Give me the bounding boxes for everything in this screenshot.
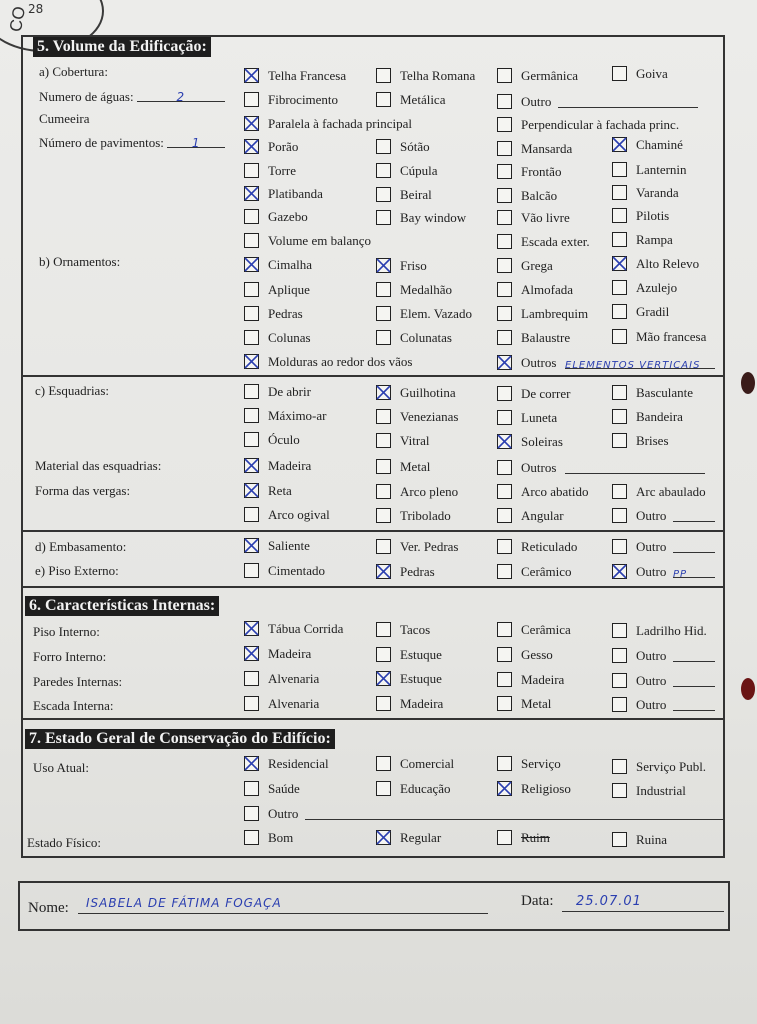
option-label: Alto Relevo bbox=[636, 256, 700, 271]
checkbox-checked[interactable] bbox=[244, 139, 259, 154]
label-piso-interno: Piso Interno: bbox=[33, 624, 100, 639]
checkbox[interactable] bbox=[244, 830, 259, 845]
binder-hole-top bbox=[741, 372, 755, 394]
checkbox[interactable] bbox=[244, 306, 259, 321]
label-esquadrias: c) Esquadrias: bbox=[35, 383, 110, 398]
option-label: Balaustre bbox=[521, 330, 571, 345]
option-label: Estuque bbox=[400, 647, 442, 662]
option-label: Lanternin bbox=[636, 162, 687, 177]
option-label: Arco ogival bbox=[268, 507, 330, 522]
option-label: Pedras bbox=[268, 306, 303, 321]
checkbox[interactable] bbox=[612, 208, 627, 223]
checkbox[interactable] bbox=[497, 830, 512, 845]
option-fill-line[interactable] bbox=[565, 461, 705, 474]
option-label: Industrial bbox=[636, 783, 686, 798]
divider-piso-externo bbox=[21, 586, 725, 588]
option-label: Gradil bbox=[636, 304, 670, 319]
stamp-scribble: 28 bbox=[28, 2, 44, 16]
option-label: Cimalha bbox=[268, 257, 313, 272]
option-label: Outro bbox=[636, 539, 667, 554]
numero-aguas-field[interactable] bbox=[137, 89, 225, 102]
option-label: Tribolado bbox=[400, 508, 451, 523]
numero-aguas-value: 2 bbox=[176, 90, 186, 104]
option-label: Azulejo bbox=[636, 280, 678, 295]
checkbox[interactable] bbox=[612, 185, 627, 200]
checkbox[interactable] bbox=[376, 330, 391, 345]
option-label: De correr bbox=[521, 386, 571, 401]
option-label: Pilotis bbox=[636, 208, 670, 223]
checkbox[interactable] bbox=[612, 759, 627, 774]
checkbox-checked[interactable] bbox=[244, 458, 259, 473]
label-embasamento: d) Embasamento: bbox=[35, 539, 127, 554]
option-label: Varanda bbox=[636, 185, 679, 200]
option-label: Cúpula bbox=[400, 163, 438, 178]
option-label: Telha Francesa bbox=[268, 68, 347, 83]
divider-esquadrias bbox=[21, 530, 725, 532]
checkbox[interactable] bbox=[497, 94, 512, 109]
option-handwritten-value: PP bbox=[673, 569, 688, 580]
option-label: Molduras ao redor dos vãos bbox=[268, 354, 413, 369]
checkbox[interactable] bbox=[244, 432, 259, 447]
checkbox-checked[interactable] bbox=[244, 116, 259, 131]
checkbox-checked[interactable] bbox=[497, 355, 512, 370]
option-label: Almofada bbox=[521, 282, 573, 297]
option-label: Ver. Pedras bbox=[400, 539, 459, 554]
checkbox[interactable] bbox=[376, 433, 391, 448]
option-label: Máximo-ar bbox=[268, 408, 327, 423]
binder-hole-bottom bbox=[741, 678, 755, 700]
checkbox[interactable] bbox=[244, 781, 259, 796]
checkbox[interactable] bbox=[244, 671, 259, 686]
checkbox[interactable] bbox=[497, 330, 512, 345]
label-numero-pavimentos bbox=[39, 135, 225, 151]
checkbox-checked[interactable] bbox=[244, 68, 259, 83]
option-fill-line[interactable] bbox=[565, 356, 715, 369]
option-label: Outro bbox=[636, 648, 667, 663]
option-label: Cerâmica bbox=[521, 622, 571, 637]
option-label: Bandeira bbox=[636, 409, 683, 424]
option-label: Arco pleno bbox=[400, 484, 459, 499]
checkbox[interactable] bbox=[244, 163, 259, 178]
checkbox[interactable] bbox=[497, 306, 512, 321]
option-label: Saúde bbox=[268, 781, 300, 796]
label-cobertura: a) Cobertura: bbox=[39, 64, 108, 79]
option-label: Madeira bbox=[400, 696, 444, 711]
checkbox[interactable] bbox=[376, 756, 391, 771]
option-label: Outro bbox=[636, 508, 667, 523]
checkbox[interactable] bbox=[497, 141, 512, 156]
option-label: Ruina bbox=[636, 832, 668, 847]
checkbox[interactable] bbox=[497, 68, 512, 83]
checkbox[interactable] bbox=[244, 384, 259, 399]
option-label: Outro bbox=[636, 697, 667, 712]
checkbox[interactable] bbox=[376, 282, 391, 297]
option-label: Aplique bbox=[268, 282, 310, 297]
label-paredes-internas: Paredes Internas: bbox=[33, 674, 123, 689]
checkbox[interactable] bbox=[497, 210, 512, 225]
option-label: Vão livre bbox=[521, 210, 570, 225]
checkbox[interactable] bbox=[497, 188, 512, 203]
checkbox[interactable] bbox=[612, 648, 627, 663]
option-label: Serviço Publ. bbox=[636, 759, 707, 774]
checkbox[interactable] bbox=[244, 696, 259, 711]
checkbox[interactable] bbox=[497, 258, 512, 273]
checkbox-checked[interactable] bbox=[244, 483, 259, 498]
checkbox[interactable] bbox=[244, 507, 259, 522]
checkbox-checked[interactable] bbox=[497, 434, 512, 449]
checkbox[interactable] bbox=[376, 210, 391, 225]
option-label: Gazebo bbox=[268, 209, 308, 224]
section-internas-title: 6. Características Internas: bbox=[25, 596, 219, 616]
option-label: Beiral bbox=[400, 187, 432, 202]
option-label: Alvenaria bbox=[268, 671, 320, 686]
option-handwritten-value: ELEMENTOS VERTICAIS bbox=[565, 360, 701, 371]
checkbox[interactable] bbox=[612, 433, 627, 448]
label-numero-aguas bbox=[39, 89, 225, 105]
checkbox[interactable] bbox=[612, 484, 627, 499]
option-label: Outros bbox=[521, 460, 557, 475]
option-label: Educação bbox=[400, 781, 451, 796]
option-label: Metal bbox=[400, 459, 431, 474]
checkbox[interactable] bbox=[497, 622, 512, 637]
checkbox[interactable] bbox=[497, 539, 512, 554]
checkbox-checked[interactable] bbox=[497, 781, 512, 796]
checkbox[interactable] bbox=[497, 117, 512, 132]
checkbox[interactable] bbox=[244, 209, 259, 224]
option-label: Outro bbox=[636, 673, 667, 688]
option-label: Colunatas bbox=[400, 330, 452, 345]
checkbox[interactable] bbox=[612, 832, 627, 847]
checkbox-checked[interactable] bbox=[612, 137, 627, 152]
checkbox[interactable] bbox=[497, 756, 512, 771]
option-label: Lambrequim bbox=[521, 306, 589, 321]
checkbox[interactable] bbox=[376, 306, 391, 321]
checkbox-checked[interactable] bbox=[376, 671, 391, 686]
option-label: Brises bbox=[636, 433, 669, 448]
numero-pavimentos-value: 1 bbox=[191, 136, 201, 150]
label-estado-fisico: Estado Físico: bbox=[27, 835, 102, 850]
label-nome: Nome: bbox=[28, 900, 69, 916]
option-label: Madeira bbox=[521, 672, 565, 687]
checkbox-checked[interactable] bbox=[244, 257, 259, 272]
checkbox[interactable] bbox=[497, 672, 512, 687]
option-label: Ladrilho Hid. bbox=[636, 623, 707, 638]
checkbox[interactable] bbox=[376, 484, 391, 499]
option-label: Mão francesa bbox=[636, 329, 707, 344]
checkbox[interactable] bbox=[497, 386, 512, 401]
label-piso-externo: e) Piso Externo: bbox=[35, 563, 119, 578]
option-label: Outros bbox=[521, 355, 557, 370]
option-label: Torre bbox=[268, 163, 296, 178]
option-label: Metálica bbox=[400, 92, 446, 107]
option-label: Óculo bbox=[268, 432, 300, 447]
label-uso-atual: Uso Atual: bbox=[33, 760, 89, 775]
option-label: Germânica bbox=[521, 68, 579, 83]
checkbox[interactable] bbox=[612, 66, 627, 81]
checkbox[interactable] bbox=[497, 696, 512, 711]
checkbox[interactable] bbox=[497, 410, 512, 425]
option-label: Mansarda bbox=[521, 141, 573, 156]
option-label: Rampa bbox=[636, 232, 673, 247]
option-label: De abrir bbox=[268, 384, 311, 399]
option-label: Fibrocimento bbox=[268, 92, 339, 107]
checkbox[interactable] bbox=[612, 697, 627, 712]
option-label: Comercial bbox=[400, 756, 455, 771]
checkbox[interactable] bbox=[612, 673, 627, 688]
divider-ornamentos bbox=[21, 375, 725, 377]
option-label: Paralela à fachada principal bbox=[268, 116, 412, 131]
checkbox[interactable] bbox=[376, 139, 391, 154]
label-cumeeira: Cumeeira bbox=[39, 111, 90, 126]
checkbox[interactable] bbox=[244, 92, 259, 107]
checkbox[interactable] bbox=[244, 282, 259, 297]
checkbox[interactable] bbox=[612, 508, 627, 523]
checkbox[interactable] bbox=[376, 163, 391, 178]
option-label: Gesso bbox=[521, 647, 553, 662]
option-fill-line[interactable] bbox=[673, 698, 715, 711]
option-fill-line[interactable] bbox=[305, 807, 725, 820]
option-label: Outro bbox=[636, 564, 667, 579]
option-label: Bom bbox=[268, 830, 294, 845]
checkbox[interactable] bbox=[612, 232, 627, 247]
option-label: Platibanda bbox=[268, 186, 323, 201]
checkbox[interactable] bbox=[497, 508, 512, 523]
option-label: Madeira bbox=[268, 458, 312, 473]
option-label: Cerâmico bbox=[521, 564, 572, 579]
option-label: Pedras bbox=[400, 564, 435, 579]
option-label: Reticulado bbox=[521, 539, 578, 554]
option-label: Colunas bbox=[268, 330, 311, 345]
checkbox-checked[interactable] bbox=[244, 621, 259, 636]
label-numero-pavimentos-text: Número de pavimentos: bbox=[39, 135, 164, 150]
option-label: Tacos bbox=[400, 622, 431, 637]
option-label: Tábua Corrida bbox=[268, 621, 344, 636]
option-label: Soleiras bbox=[521, 434, 563, 449]
checkbox[interactable] bbox=[376, 647, 391, 662]
checkbox[interactable] bbox=[497, 647, 512, 662]
checkbox-checked[interactable] bbox=[244, 538, 259, 553]
data-value[interactable]: 25.07.01 bbox=[576, 894, 642, 909]
checkbox[interactable] bbox=[244, 330, 259, 345]
checkbox-checked[interactable] bbox=[612, 564, 627, 579]
option-label: Porão bbox=[268, 139, 299, 154]
option-fill-line[interactable] bbox=[673, 649, 715, 662]
option-label: Saliente bbox=[268, 538, 310, 553]
option-label: Vitral bbox=[400, 433, 430, 448]
option-label: Luneta bbox=[521, 410, 558, 425]
option-label: Angular bbox=[521, 508, 564, 523]
label-material-esquadrias: Material das esquadrias: bbox=[35, 458, 162, 473]
divider-internas bbox=[21, 718, 725, 720]
checkbox[interactable] bbox=[376, 539, 391, 554]
label-escada-interna: Escada Interna: bbox=[33, 698, 114, 713]
option-label: Goiva bbox=[636, 66, 668, 81]
checkbox-checked[interactable] bbox=[376, 258, 391, 273]
option-label: Alvenaria bbox=[268, 696, 320, 711]
checkbox[interactable] bbox=[497, 460, 512, 475]
option-label: Reta bbox=[268, 483, 292, 498]
checkbox[interactable] bbox=[497, 564, 512, 579]
checkbox[interactable] bbox=[244, 563, 259, 578]
option-label: Basculante bbox=[636, 385, 694, 400]
option-label: Outro bbox=[521, 94, 552, 109]
option-label: Grega bbox=[521, 258, 553, 273]
checkbox-checked[interactable] bbox=[244, 646, 259, 661]
checkbox[interactable] bbox=[612, 539, 627, 554]
checkbox[interactable] bbox=[376, 409, 391, 424]
stamp-text: CO bbox=[6, 4, 30, 34]
label-ornamentos: b) Ornamentos: bbox=[39, 254, 121, 269]
option-label: Religioso bbox=[521, 781, 571, 796]
label-forma-vergas: Forma das vergas: bbox=[35, 483, 131, 498]
checkbox[interactable] bbox=[497, 234, 512, 249]
checkbox[interactable] bbox=[612, 385, 627, 400]
option-label: Chaminé bbox=[636, 137, 683, 152]
label-forro-interno: Forro Interno: bbox=[33, 649, 107, 664]
option-label: Serviço bbox=[521, 756, 561, 771]
option-fill-line[interactable] bbox=[558, 95, 698, 108]
checkbox[interactable] bbox=[612, 329, 627, 344]
label-numero-aguas-text: Numero de águas: bbox=[39, 89, 134, 104]
checkbox[interactable] bbox=[376, 508, 391, 523]
option-label: Guilhotina bbox=[400, 385, 456, 400]
checkbox[interactable] bbox=[244, 233, 259, 248]
option-label: Metal bbox=[521, 696, 552, 711]
option-label: Cimentado bbox=[268, 563, 326, 578]
checkbox[interactable] bbox=[244, 806, 259, 821]
checkbox-checked[interactable] bbox=[244, 186, 259, 201]
checkbox[interactable] bbox=[376, 696, 391, 711]
checkbox[interactable] bbox=[612, 304, 627, 319]
option-label: Outro bbox=[268, 806, 299, 821]
option-label: Arco abatido bbox=[521, 484, 589, 499]
section-estado-title: 7. Estado Geral de Conservação do Edifício: bbox=[25, 729, 335, 749]
checkbox[interactable] bbox=[612, 783, 627, 798]
checkbox[interactable] bbox=[612, 623, 627, 638]
checkbox-checked[interactable] bbox=[376, 830, 391, 845]
option-label: Medalhão bbox=[400, 282, 452, 297]
nome-line bbox=[78, 913, 488, 914]
option-label: Regular bbox=[400, 830, 442, 845]
option-label: Bay window bbox=[400, 210, 467, 225]
checkbox[interactable] bbox=[376, 92, 391, 107]
checkbox-checked[interactable] bbox=[376, 564, 391, 579]
label-data: Data: bbox=[521, 893, 554, 909]
checkbox[interactable] bbox=[612, 162, 627, 177]
option-label: Friso bbox=[400, 258, 427, 273]
nome-value[interactable]: ISABELA DE FÁTIMA FOGAÇA bbox=[86, 896, 282, 910]
numero-pavimentos-field[interactable] bbox=[167, 135, 225, 148]
checkbox[interactable] bbox=[497, 282, 512, 297]
option-label: Balcão bbox=[521, 188, 558, 203]
checkbox[interactable] bbox=[376, 781, 391, 796]
option-label: Sótão bbox=[400, 139, 430, 154]
option-label: Volume em balanço bbox=[268, 233, 372, 248]
option-label: Telha Romana bbox=[400, 68, 476, 83]
checkbox-checked[interactable] bbox=[612, 256, 627, 271]
option-fill-line[interactable] bbox=[673, 565, 715, 578]
checkbox-checked[interactable] bbox=[244, 756, 259, 771]
option-label: Arc abaulado bbox=[636, 484, 706, 499]
section-volume-title: 5. Volume da Edificação: bbox=[33, 37, 211, 57]
option-label: Frontão bbox=[521, 164, 562, 179]
option-label: Madeira bbox=[268, 646, 312, 661]
checkbox[interactable] bbox=[497, 164, 512, 179]
checkbox[interactable] bbox=[376, 187, 391, 202]
checkbox[interactable] bbox=[376, 622, 391, 637]
data-line bbox=[562, 911, 724, 912]
option-label: Residencial bbox=[268, 756, 329, 771]
option-label: Escada exter. bbox=[521, 234, 590, 249]
checkbox[interactable] bbox=[376, 68, 391, 83]
checkbox-checked[interactable] bbox=[244, 354, 259, 369]
option-label: Perpendicular à fachada princ. bbox=[521, 117, 680, 132]
option-label: Ruim bbox=[521, 830, 550, 845]
checkbox[interactable] bbox=[612, 280, 627, 295]
option-fill-line[interactable] bbox=[673, 509, 715, 522]
checkbox[interactable] bbox=[497, 484, 512, 499]
checkbox-checked[interactable] bbox=[376, 385, 391, 400]
checkbox[interactable] bbox=[612, 409, 627, 424]
option-label: Estuque bbox=[400, 671, 442, 686]
option-label: Elem. Vazado bbox=[400, 306, 472, 321]
option-label: Venezianas bbox=[400, 409, 459, 424]
checkbox[interactable] bbox=[244, 408, 259, 423]
option-fill-line[interactable] bbox=[673, 540, 715, 553]
checkbox[interactable] bbox=[376, 459, 391, 474]
option-fill-line[interactable] bbox=[673, 674, 715, 687]
